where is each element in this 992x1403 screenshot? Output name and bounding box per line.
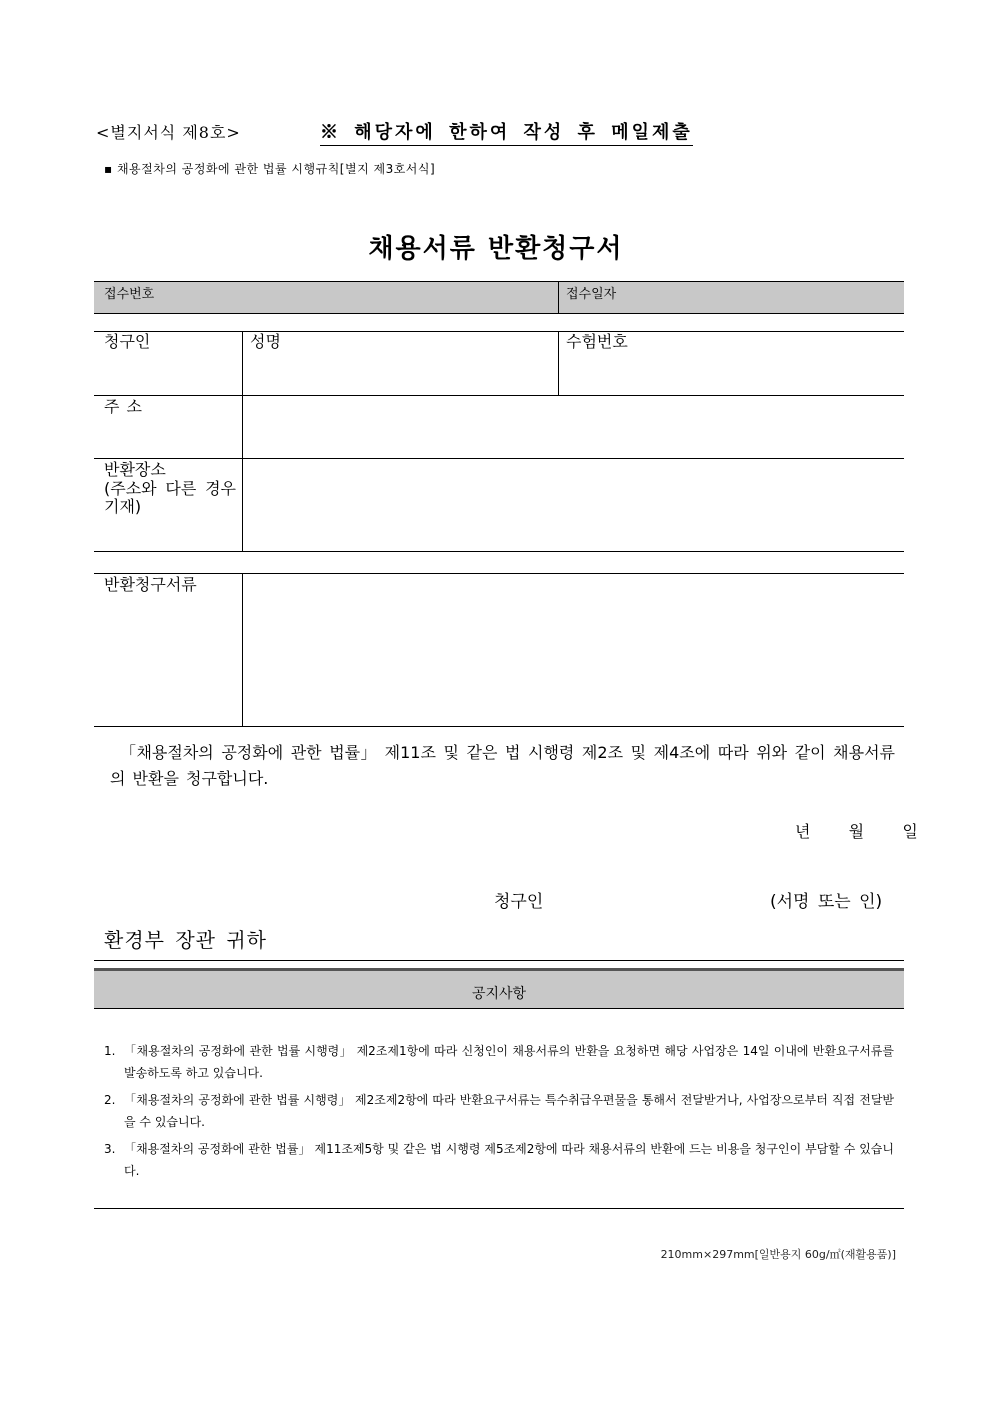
receipt-band [94, 281, 904, 314]
notice-top-thin-border [94, 960, 904, 961]
name-field[interactable] [243, 354, 557, 394]
notice-item [104, 1089, 894, 1133]
receipt-divider [558, 282, 559, 313]
notice-item-text: 「채용절차의 공정화에 관한 법률 시행령」 제2조제2항에 따라 반환요구서류는 특수취급우편물을 통해서 전달받거나, 사업장으로부터 직접 전달받을 수 있습니다. [124, 1093, 894, 1129]
bullet-square-icon: ▪ [104, 162, 113, 176]
return-place-field[interactable] [243, 459, 903, 550]
notice-item [104, 1040, 894, 1084]
receipt-number-label: 접수번호 [104, 287, 155, 302]
notice-item-number: 2. [104, 1093, 116, 1107]
notice-bottom-border [94, 1208, 904, 1209]
day-label: 일 [902, 822, 918, 841]
notice-item [104, 1138, 894, 1182]
notice-item-text: 「채용절차의 공정화에 관한 법률 시행령」 제2조제1항에 따라 신청인이 채용서류의 반환을 요청하면 해당 사업장은 14일 이내에 반환요구서류를 발송하도록 하고 있습니다. [124, 1044, 894, 1080]
notice-item-number: 3. [104, 1142, 116, 1156]
documents-bottom-border [94, 726, 904, 727]
address-label: 주 소 [104, 397, 143, 416]
paper-spec: 210mm×297mm[일반용지 60g/㎡(재활용품)] [660, 1248, 896, 1261]
date-line [795, 819, 918, 842]
submission-notice: ※ 해당자에 한하여 작성 후 메일제출 [320, 118, 693, 146]
name-label: 성명 [250, 332, 281, 351]
claimant-section-label: 청구인 [104, 332, 151, 351]
legal-basis-text: 채용절차의 공정화에 관한 법률 시행규칙[별지 제3호서식] [116, 162, 436, 176]
page-title: 채용서류 반환청구서 [368, 234, 624, 264]
notice-item-text: 「채용절차의 공정화에 관한 법률」 제11조제5항 및 같은 법 시행령 제5조제2항에 따라 채용서류의 반환에 드는 비용을 청구인이 부담할 수 있습니다. [124, 1142, 894, 1178]
signature-note: (서명 또는 인) [770, 892, 883, 912]
signature-claimant-label: 청구인 [494, 892, 544, 912]
table-top-border [94, 331, 904, 332]
addressee: 환경부 장관 귀하 [104, 928, 267, 952]
return-place-label: 반환장소 [104, 460, 166, 479]
address-field[interactable] [243, 396, 903, 457]
month-label: 월 [848, 822, 865, 841]
notice-title: 공지사항 [471, 986, 527, 1002]
receipt-date-label: 접수일자 [566, 287, 617, 302]
year-label: 년 [795, 822, 811, 841]
form-number: <별지서식 제8호> [96, 123, 241, 142]
signature-field[interactable] [560, 882, 760, 912]
claim-statement: 「채용절차의 공정화에 관한 법률」 제11조 및 같은 법 시행령 제2조 및 제4조에 따라 위와 같이 채용서류의 반환을 청구합니다. [110, 743, 895, 788]
return-place-note: (주소와 다른 경우 기재) [104, 479, 236, 516]
documents-label: 반환청구서류 [104, 575, 197, 594]
legal-basis [104, 160, 435, 177]
exam-number-label: 수험번호 [566, 332, 628, 351]
notice-item-number: 1. [104, 1044, 116, 1058]
exam-number-field[interactable] [559, 354, 903, 394]
documents-field[interactable] [243, 574, 903, 725]
table-bottom-border [94, 551, 904, 552]
